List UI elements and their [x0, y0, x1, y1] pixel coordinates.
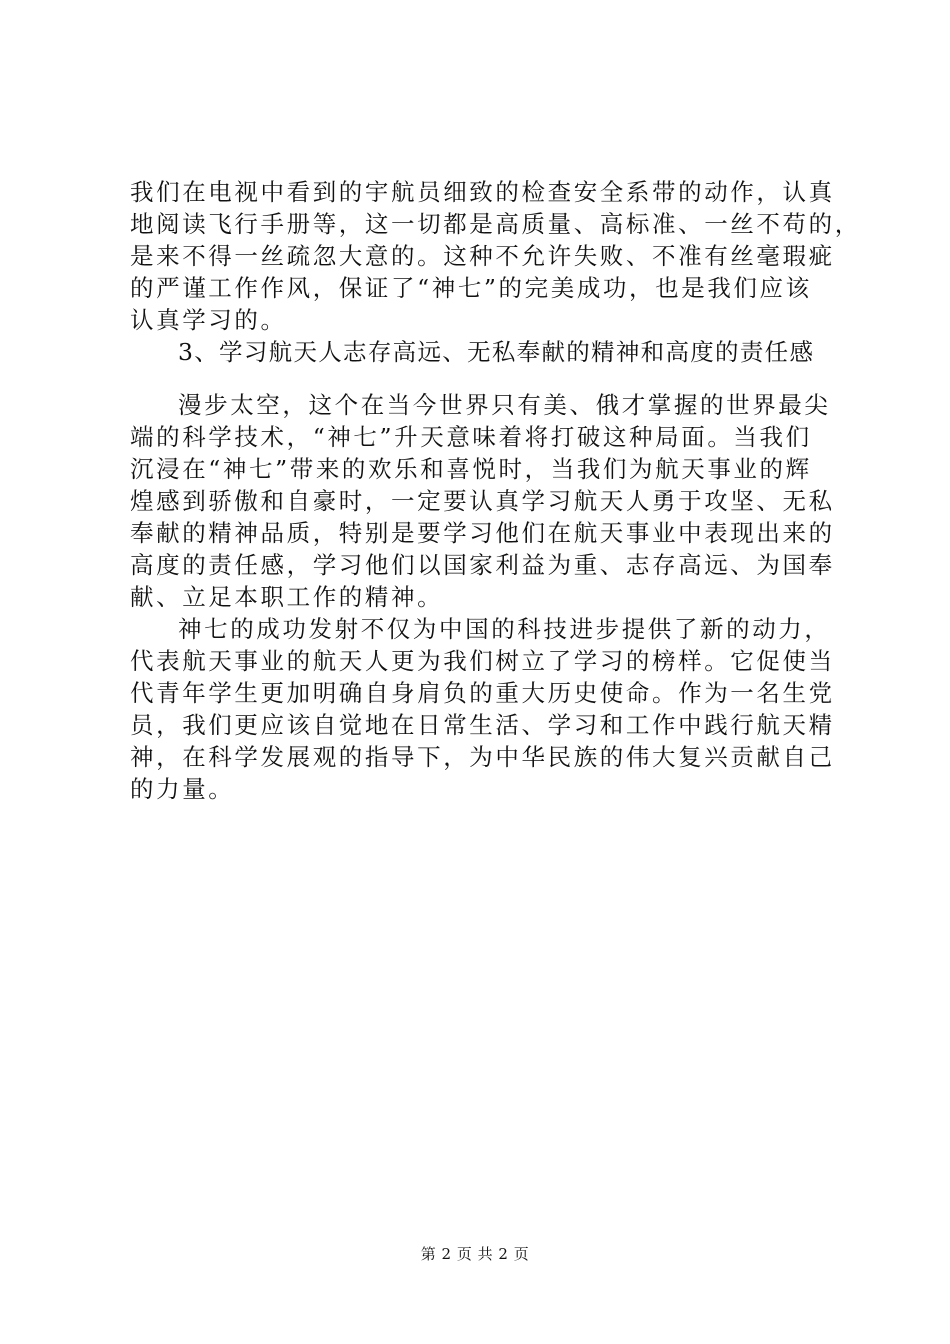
paragraph-2-line-7: 献、立足本职工作的精神。	[130, 583, 444, 611]
paragraph-1-line-5: 认真学习的。	[130, 306, 287, 334]
paragraph-2-line-1: 漫步太空，这个在当今世界只有美、俄才掌握的世界最尖	[178, 391, 831, 419]
paragraph-1-line-3: 是来不得一丝疏忽大意的。这种不允许失败、不准有丝毫瑕疵	[130, 242, 835, 270]
paragraph-1-line-4: 的严谨工作作风，保证了“神七”的完美成功，也是我们应该	[130, 274, 812, 302]
paragraph-2-line-3: 沉浸在“神七”带来的欢乐和喜悦时，当我们为航天事业的辉	[130, 455, 812, 483]
section-heading-3: 3、学习航天人志存高远、无私奉献的精神和高度的责任感	[178, 338, 815, 366]
paragraph-2-line-2: 端的科学技术，“神七”升天意味着将打破这种局面。当我们	[130, 423, 812, 451]
paragraph-3-line-3: 代青年学生更加明确自身肩负的重大历史使命。作为一名生党	[130, 679, 835, 707]
paragraph-3-line-2: 代表航天事业的航天人更为我们树立了学习的榜样。它促使当	[130, 647, 835, 675]
paragraph-1-line-1: 我们在电视中看到的宇航员细致的检查安全系带的动作，认真	[130, 178, 835, 206]
paragraph-1-line-2: 地阅读飞行手册等，这一切都是高质量、高标准、一丝不苟的，	[130, 210, 861, 238]
paragraph-2-line-4: 煌感到骄傲和自豪时，一定要认真学习航天人勇于攻坚、无私	[130, 487, 835, 515]
paragraph-3-line-1: 神七的成功发射不仅为中国的科技进步提供了新的动力，	[178, 615, 831, 643]
paragraph-3-line-5: 神，在科学发展观的指导下，为中华民族的伟大复兴贡献自己	[130, 743, 835, 771]
paragraph-2-line-5: 奉献的精神品质，特别是要学习他们在航天事业中表现出来的	[130, 519, 835, 547]
page-number-footer: 第 2 页 共 2 页	[420, 1245, 530, 1263]
paragraph-3-line-6: 的力量。	[130, 775, 235, 803]
paragraph-3-line-4: 员，我们更应该自觉地在日常生活、学习和工作中践行航天精	[130, 711, 835, 739]
paragraph-2-line-6: 高度的责任感，学习他们以国家利益为重、志存高远、为国奉	[130, 551, 835, 579]
